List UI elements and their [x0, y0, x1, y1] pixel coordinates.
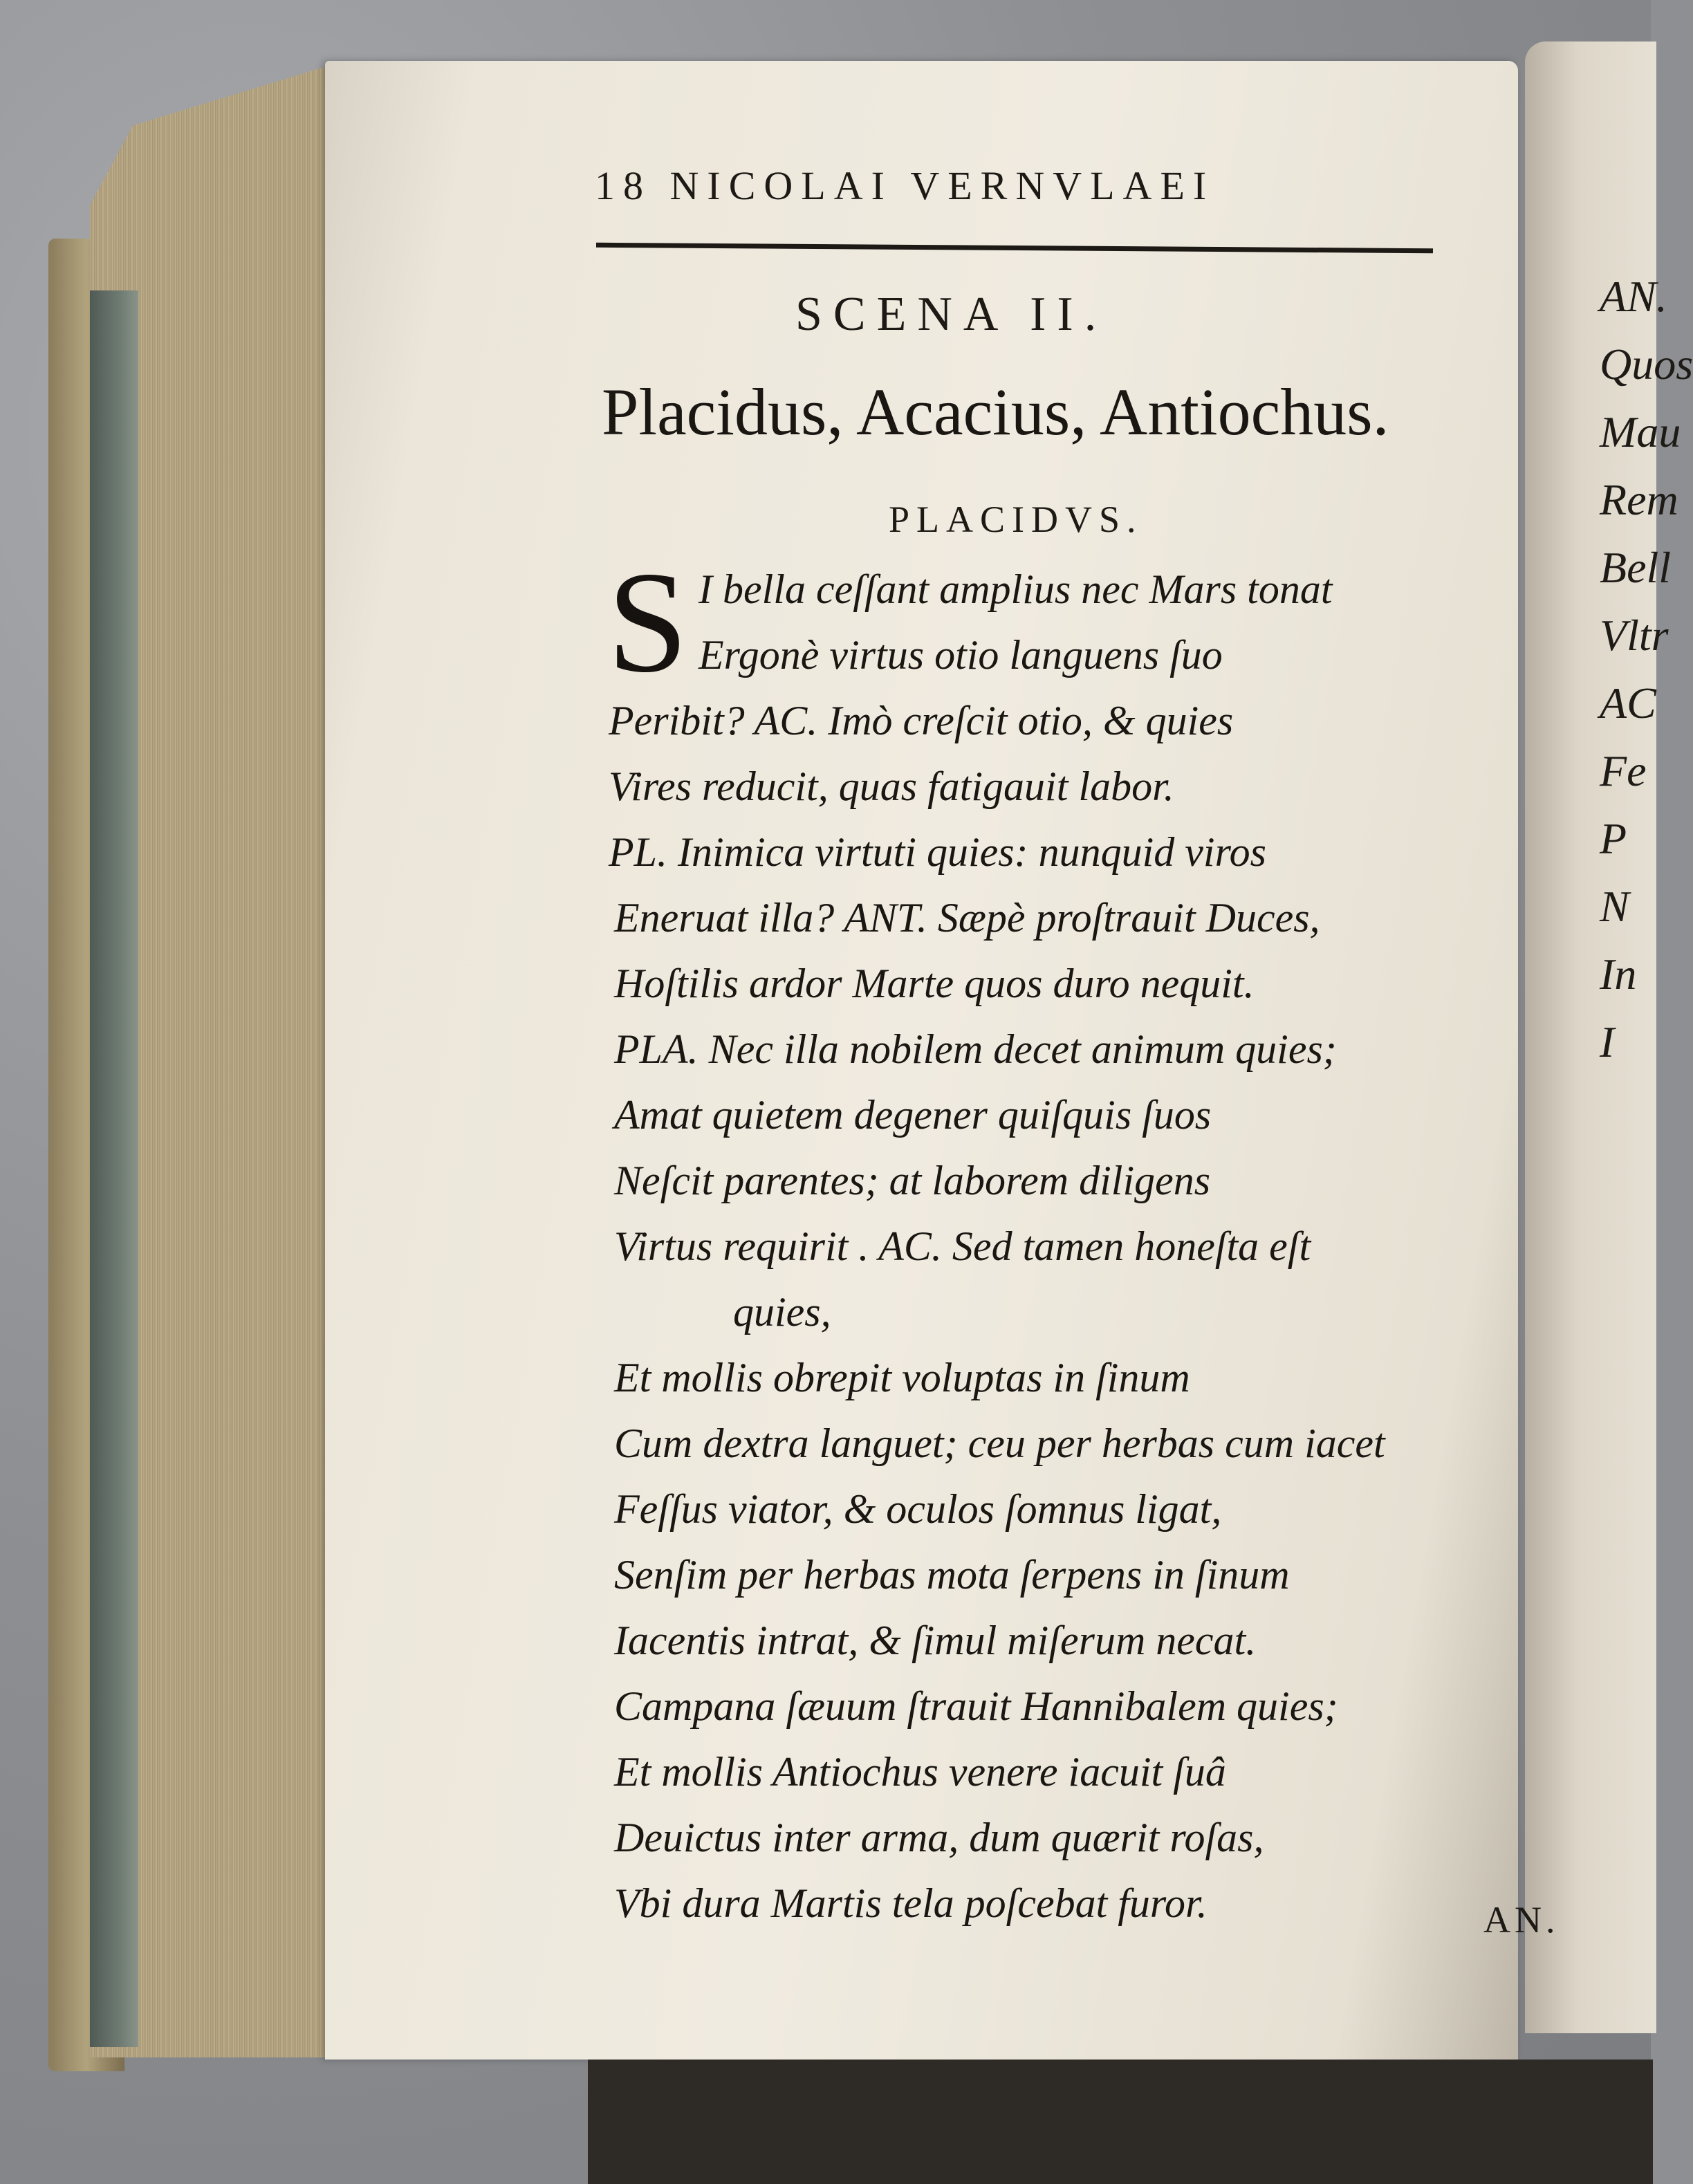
verse-line: Cum dextra languet; ceu per herbas cum iacet [614, 1420, 1385, 1466]
page-edges-gilt [90, 290, 138, 2047]
catchword: AN. [1483, 1899, 1560, 1941]
facing-line: AC [1600, 678, 1656, 728]
verse-text [609, 557, 1535, 1936]
facing-line: Quos [1600, 340, 1693, 389]
facing-line: I [1600, 1017, 1615, 1066]
verse-line: Et mollis obrepit voluptas in ſinum [614, 1355, 1190, 1400]
verse-line: PL. Inimica virtuti quies: nunquid viros [609, 829, 1267, 875]
character-list: Placidus, Acacius, Antiochus. [602, 375, 1389, 449]
verse-line: Et mollis Antiochus venere iacuit ſuâ [614, 1749, 1226, 1795]
verse-line: quies, [733, 1289, 831, 1335]
verse-line: Iacentis intrat, & ſimul miſerum necat. [614, 1618, 1257, 1663]
facing-line: Mau [1600, 407, 1681, 456]
verse-line: Amat quietem degener quiſquis ſuos [614, 1092, 1212, 1138]
verse-line: Vbi dura Martis tela poſcebat furor. [614, 1880, 1208, 1926]
facing-line: Rem [1600, 475, 1678, 524]
verse-line: PLA. Nec illa nobilem decet animum quies; [614, 1026, 1337, 1072]
drop-cap: S [607, 542, 688, 703]
running-head: 18 NICOLAI VERNVLAEI [595, 163, 1215, 208]
facing-line: P [1600, 814, 1627, 863]
facing-page-text [1600, 263, 1693, 1076]
shadow-area [588, 2060, 1653, 2184]
verse-line: Feſſus viator, & oculos ſomnus ligat, [614, 1486, 1222, 1532]
verse-line: Eneruat illa? ANT. Sæpè proſtrauit Duces, [614, 895, 1320, 941]
verse-line: Senſim per herbas mota ſerpens in ſinum [614, 1552, 1290, 1598]
facing-line: AN. [1600, 272, 1667, 321]
verse-line: Deuictus inter arma, dum quærit roſas, [614, 1815, 1264, 1860]
facing-line: In [1600, 950, 1637, 999]
speaker-name: PLACIDVS. [889, 499, 1143, 540]
facing-line: Bell [1600, 543, 1672, 592]
facing-page [1525, 41, 1693, 2033]
facing-line: N [1600, 882, 1629, 931]
verse-line: Ergonè virtus otio languens ſuo [699, 632, 1223, 678]
facing-line: Fe [1600, 746, 1647, 795]
verse-line: I bella ceſſant amplius nec Mars tonat [699, 566, 1333, 612]
verse-line: Virtus requirit . AC. Sed tamen honeſta eſt [614, 1223, 1311, 1269]
verse-line: Hoſtilis ardor Marte quos duro nequit. [614, 961, 1255, 1006]
verse-line: Peribit? AC. Imò creſcit otio, & quies [609, 698, 1234, 743]
facing-line: Vltr [1600, 611, 1669, 660]
verse-line: Campana ſæuum ſtrauit Hannibalem quies; [614, 1683, 1338, 1729]
scene-title: SCENA II. [795, 288, 1108, 341]
verse-line: Vires reducit, quas fatigauit labor. [609, 764, 1174, 809]
verse-line: Neſcit parentes; at laborem diligens [614, 1158, 1211, 1203]
